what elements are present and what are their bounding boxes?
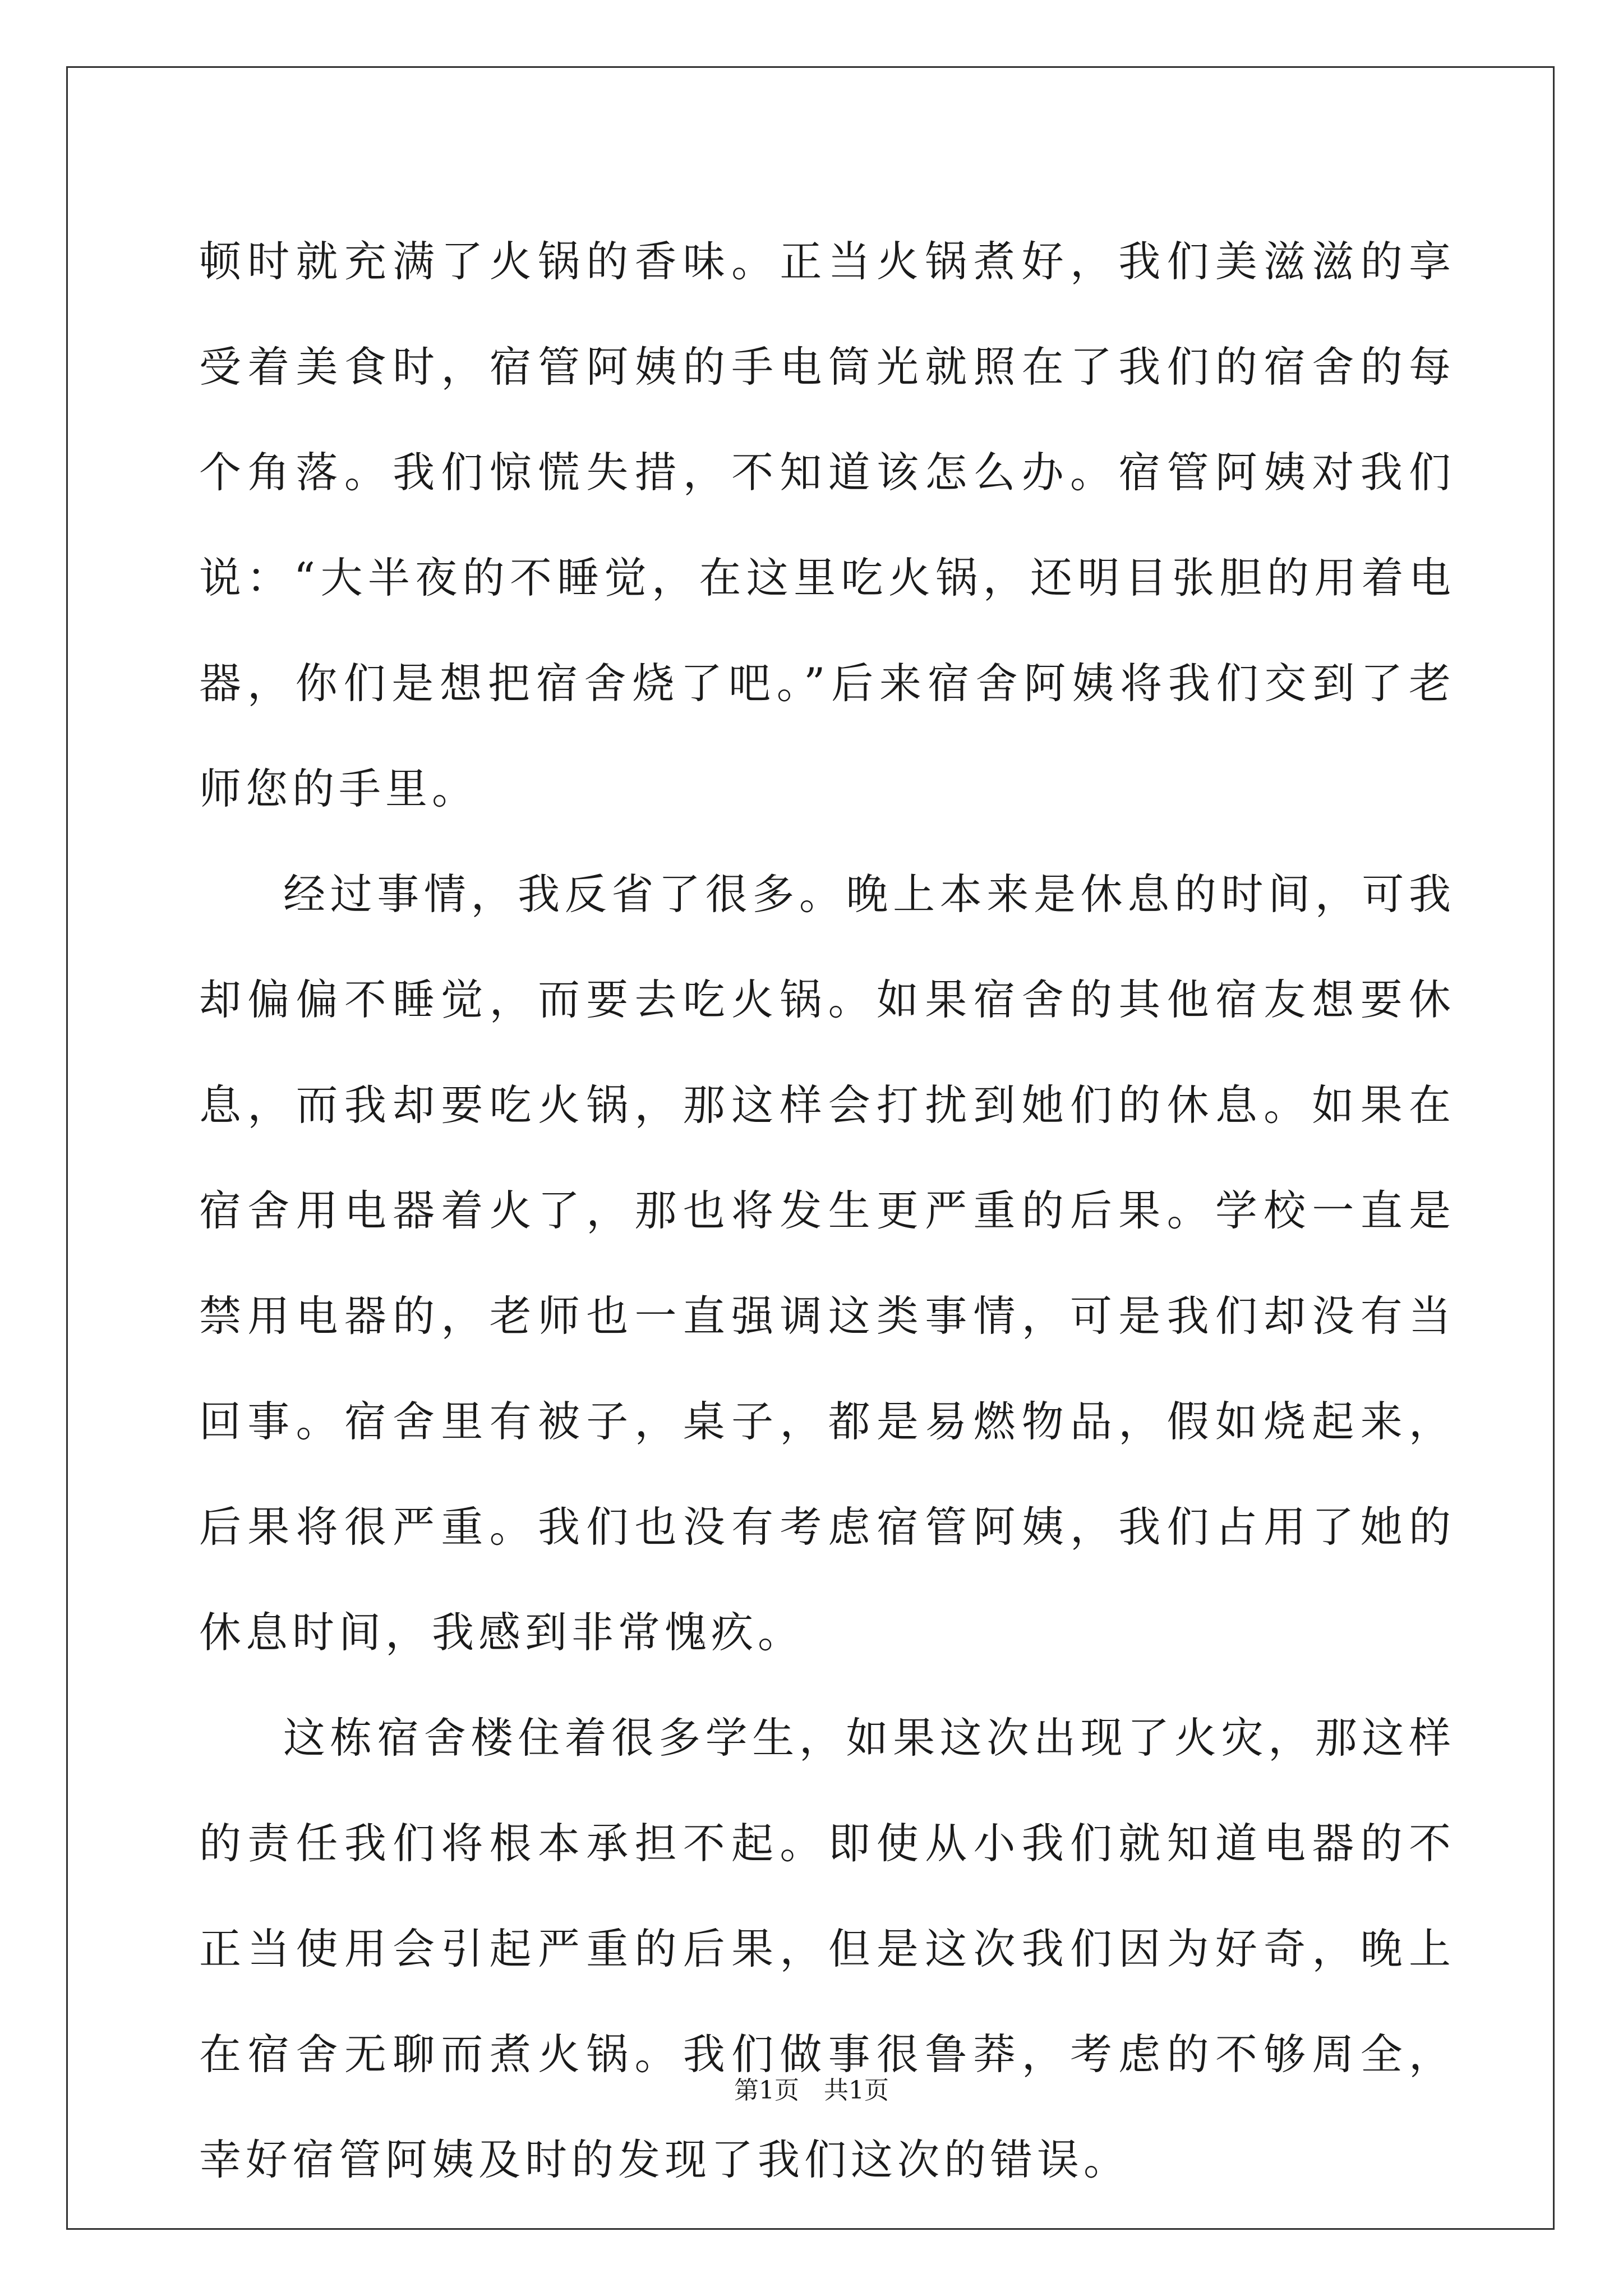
paragraph-3: 这栋宿舍楼住着很多学生，如果这次出现了火灾，那这样的责任我们将根本承担不起。即使从小我们就知道电器的不正当使用会引起严重的后果，但是这次我们因为好奇，晚上在宿舍无聊而煮火锅。我们做事很鲁莽，考虑的不够周全，幸好宿管阿姨及时的发现了我们这次的错误。 (199, 1713, 1455, 2184)
paragraph-2: 经过事情，我反省了很多。晚上本来是休息的时间，可我却偏偏不睡觉，而要去吃火锅。如果宿舍的其他宿友想要休息，而我却要吃火锅，那这样会打扰到她们的休息。如果在宿舍用电器着火了，那也将发生更严重的后果。学校一直是禁用电器的，老师也一直强调这类事情，可是我们却没有当回事。宿舍里有被子，桌子，都是易燃物品，假如烧起来，后果将很严重。我们也没有考虑宿管阿姨，我们占用了她的休息时间，我感到非常愧疚。 (199, 869, 1455, 1657)
document-body (199, 209, 1455, 2212)
paragraph-1: 顿时就充满了火锅的香味。正当火锅煮好，我们美滋滋的享受着美食时，宿管阿姨的手电筒光就照在了我们的宿舍的每个角落。我们惊慌失措，不知道该怎么办。宿管阿姨对我们说：“大半夜的不睡觉，在这里吃火锅，还明目张胆的用着电器，你们是想把宿舍烧了吧。”后来宿舍阿姨将我们交到了老师您的手里。 (199, 237, 1455, 813)
page-footer: 第1页 共1页 (734, 2076, 889, 2105)
